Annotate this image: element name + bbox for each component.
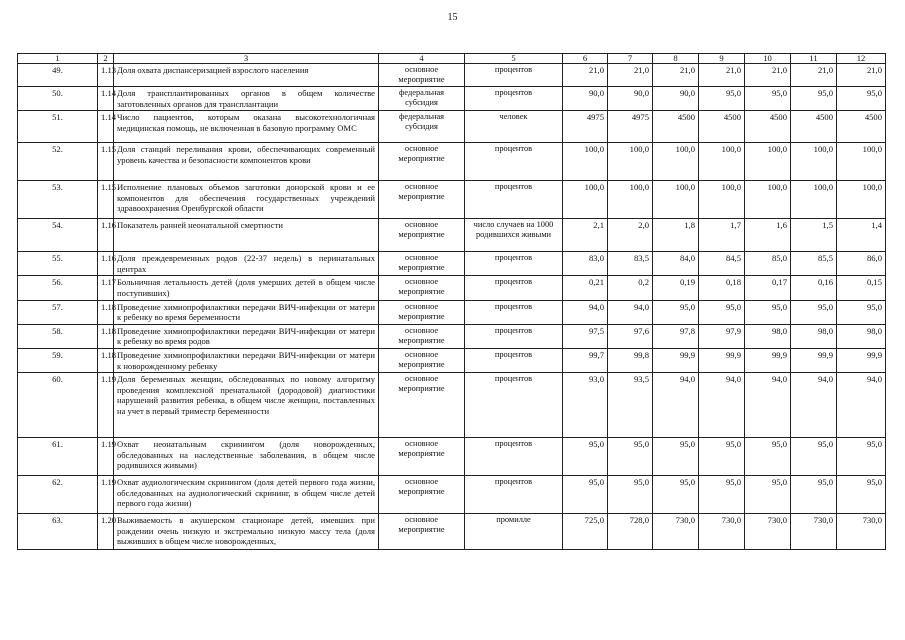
- row-number: 62.: [18, 476, 98, 514]
- column-header: 12: [837, 54, 886, 64]
- indicator-value: 94,0: [745, 373, 791, 438]
- indicator-value: 100,0: [608, 143, 653, 181]
- row-number: 59.: [18, 348, 98, 372]
- column-header: 11: [791, 54, 837, 64]
- table-row: [18, 219, 886, 252]
- indicator-value: 97,8: [653, 324, 699, 348]
- indicator-value: 94,0: [699, 373, 745, 438]
- indicator-value: 93,5: [608, 373, 653, 438]
- indicator-value: 95,0: [837, 87, 886, 111]
- indicator-value: 84,5: [699, 252, 745, 276]
- indicator-value: 1,8: [653, 219, 699, 252]
- row-number: 49.: [18, 64, 98, 87]
- column-header: 5: [465, 54, 563, 64]
- indicator-value: 94,0: [608, 300, 653, 324]
- table-row: [18, 143, 886, 181]
- indicator-value: 95,0: [699, 476, 745, 514]
- page-number: 15: [447, 12, 458, 23]
- indicator-code: 1.17: [98, 276, 114, 300]
- indicator-name: Исполнение плановых объемов заготовки донорской крови и ее компонентов для обеспечения государственных учреждений здравоохранения Оренбургской области: [114, 181, 379, 219]
- indicator-value: 95,0: [837, 438, 886, 476]
- indicator-value: 90,0: [608, 87, 653, 111]
- indicator-name: Проведение химиопрофилактики передачи ВИЧ-инфекции от матери к новорожденному ребенку: [114, 348, 379, 372]
- indicator-name: Доля беременных женщин, обследованных по новому алгоритму проведения комплексной пренатальной (дородовой) диагностики нарушений развития ребенка, в общем числе женщин, поставленных на учет в первый триместр беременности: [114, 373, 379, 438]
- indicator-value: 4500: [837, 111, 886, 143]
- indicator-name: Проведение химиопрофилактики передачи ВИЧ-инфекции от матери к ребенку во время родов: [114, 324, 379, 348]
- row-number: 57.: [18, 300, 98, 324]
- column-header: 9: [699, 54, 745, 64]
- funding-source: основное мероприятие: [379, 64, 465, 87]
- indicator-code: 1.13: [98, 64, 114, 87]
- indicator-code: 1.16: [98, 219, 114, 252]
- column-header: 6: [563, 54, 608, 64]
- indicator-name: Доля станций переливания крови, обеспечивающих современный уровень качества и безопасности компонентов крови: [114, 143, 379, 181]
- indicator-code: 1.19: [98, 476, 114, 514]
- indicator-value: 0,2: [608, 276, 653, 300]
- indicator-value: 95,0: [563, 438, 608, 476]
- row-number: 56.: [18, 276, 98, 300]
- indicator-value: 21,0: [791, 64, 837, 87]
- indicators-table: [17, 53, 886, 550]
- indicator-value: 730,0: [837, 514, 886, 550]
- indicator-value: 95,0: [653, 438, 699, 476]
- indicator-value: 86,0: [837, 252, 886, 276]
- funding-source: основное мероприятие: [379, 324, 465, 348]
- indicator-value: 2,1: [563, 219, 608, 252]
- indicator-value: 95,0: [791, 87, 837, 111]
- indicator-value: 95,0: [699, 87, 745, 111]
- indicator-value: 1,7: [699, 219, 745, 252]
- unit-of-measure: процентов: [465, 438, 563, 476]
- indicator-value: 1,6: [745, 219, 791, 252]
- indicator-value: 95,0: [745, 87, 791, 111]
- unit-of-measure: процентов: [465, 276, 563, 300]
- indicator-code: 1.15: [98, 181, 114, 219]
- unit-of-measure: процентов: [465, 300, 563, 324]
- indicator-value: 85,5: [791, 252, 837, 276]
- unit-of-measure: процентов: [465, 476, 563, 514]
- column-header: 3: [114, 54, 379, 64]
- indicator-value: 100,0: [791, 143, 837, 181]
- indicator-code: 1.18: [98, 300, 114, 324]
- table-row: [18, 181, 886, 219]
- indicator-name: Доля преждевременных родов (22-37 недель) в перинатальных центрах: [114, 252, 379, 276]
- indicator-value: 4500: [653, 111, 699, 143]
- indicator-value: 100,0: [563, 143, 608, 181]
- indicator-value: 97,5: [563, 324, 608, 348]
- row-number: 60.: [18, 373, 98, 438]
- indicator-value: 2,0: [608, 219, 653, 252]
- indicator-value: 94,0: [837, 373, 886, 438]
- row-number: 52.: [18, 143, 98, 181]
- indicator-value: 730,0: [791, 514, 837, 550]
- funding-source: основное мероприятие: [379, 373, 465, 438]
- indicator-value: 725,0: [563, 514, 608, 550]
- indicator-value: 21,0: [837, 64, 886, 87]
- table-row: [18, 373, 886, 438]
- indicator-value: 0,16: [791, 276, 837, 300]
- unit-of-measure: промилле: [465, 514, 563, 550]
- indicator-value: 730,0: [745, 514, 791, 550]
- indicator-code: 1.19: [98, 373, 114, 438]
- indicator-value: 93,0: [563, 373, 608, 438]
- indicator-code: 1.15: [98, 143, 114, 181]
- row-number: 63.: [18, 514, 98, 550]
- funding-source: основное мероприятие: [379, 276, 465, 300]
- indicator-name: Охват аудиологическим скринингом (доля детей первого года жизни, обследованных на аудиологический скрининг, в общем числе детей первого года жизни): [114, 476, 379, 514]
- indicator-value: 99,8: [608, 348, 653, 372]
- column-header: 8: [653, 54, 699, 64]
- indicator-value: 94,0: [653, 373, 699, 438]
- indicator-value: 0,21: [563, 276, 608, 300]
- funding-source: основное мероприятие: [379, 300, 465, 324]
- row-number: 58.: [18, 324, 98, 348]
- indicator-value: 100,0: [563, 181, 608, 219]
- indicator-value: 100,0: [837, 143, 886, 181]
- indicator-code: 1.20: [98, 514, 114, 550]
- indicator-value: 100,0: [653, 181, 699, 219]
- indicator-value: 99,9: [653, 348, 699, 372]
- indicator-code: 1.18: [98, 348, 114, 372]
- funding-source: основное мероприятие: [379, 181, 465, 219]
- indicator-value: 1,5: [791, 219, 837, 252]
- indicator-value: 95,0: [699, 438, 745, 476]
- indicator-value: 83,0: [563, 252, 608, 276]
- indicator-value: 100,0: [699, 181, 745, 219]
- table-row: [18, 252, 886, 276]
- indicator-value: 98,0: [791, 324, 837, 348]
- funding-source: основное мероприятие: [379, 476, 465, 514]
- indicator-value: 99,9: [699, 348, 745, 372]
- row-number: 55.: [18, 252, 98, 276]
- unit-of-measure: процентов: [465, 324, 563, 348]
- indicator-value: 84,0: [653, 252, 699, 276]
- indicator-value: 99,7: [563, 348, 608, 372]
- indicator-value: 95,0: [608, 476, 653, 514]
- row-number: 61.: [18, 438, 98, 476]
- indicator-value: 4500: [745, 111, 791, 143]
- unit-of-measure: процентов: [465, 373, 563, 438]
- indicator-value: 97,9: [699, 324, 745, 348]
- funding-source: федеральная субсидия: [379, 87, 465, 111]
- indicator-value: 0,18: [699, 276, 745, 300]
- unit-of-measure: число случаев на 1000 родившихся живыми: [465, 219, 563, 252]
- indicator-value: 95,0: [837, 476, 886, 514]
- table-row: [18, 64, 886, 87]
- table-row: [18, 276, 886, 300]
- indicator-value: 95,0: [653, 476, 699, 514]
- table-row: [18, 324, 886, 348]
- indicator-value: 21,0: [563, 64, 608, 87]
- table-row: [18, 87, 886, 111]
- indicator-value: 98,0: [745, 324, 791, 348]
- indicator-value: 90,0: [653, 87, 699, 111]
- indicator-name: Доля трансплантированных органов в общем количестве заготовленных органов для трансплантации: [114, 87, 379, 111]
- funding-source: основное мероприятие: [379, 438, 465, 476]
- indicator-name: Охват неонатальным скринингом (доля новорожденных, обследованных на наследственные заболевания, в общем числе родившихся живыми): [114, 438, 379, 476]
- indicator-value: 21,0: [653, 64, 699, 87]
- indicator-value: 100,0: [653, 143, 699, 181]
- indicator-value: 100,0: [745, 181, 791, 219]
- funding-source: основное мероприятие: [379, 219, 465, 252]
- indicator-code: 1.16: [98, 252, 114, 276]
- indicator-value: 21,0: [699, 64, 745, 87]
- indicator-value: 100,0: [699, 143, 745, 181]
- indicator-value: 90,0: [563, 87, 608, 111]
- unit-of-measure: человек: [465, 111, 563, 143]
- indicator-value: 98,0: [837, 324, 886, 348]
- column-header: 2: [98, 54, 114, 64]
- indicator-value: 21,0: [745, 64, 791, 87]
- indicator-name: Доля охвата диспансеризацией взрослого населения: [114, 64, 379, 87]
- unit-of-measure: процентов: [465, 181, 563, 219]
- indicator-value: 99,9: [745, 348, 791, 372]
- funding-source: федеральная субсидия: [379, 111, 465, 143]
- column-header: 7: [608, 54, 653, 64]
- indicator-value: 0,19: [653, 276, 699, 300]
- row-number: 54.: [18, 219, 98, 252]
- row-number: 50.: [18, 87, 98, 111]
- indicator-code: 1.19: [98, 438, 114, 476]
- indicator-value: 100,0: [608, 181, 653, 219]
- indicator-value: 730,0: [699, 514, 745, 550]
- indicator-value: 100,0: [791, 181, 837, 219]
- indicator-value: 97,6: [608, 324, 653, 348]
- indicator-value: 99,9: [791, 348, 837, 372]
- indicator-value: 0,17: [745, 276, 791, 300]
- indicator-name: Больничная летальность детей (доля умерших детей в общем числе поступивших): [114, 276, 379, 300]
- indicator-value: 100,0: [745, 143, 791, 181]
- column-header: 1: [18, 54, 98, 64]
- indicator-value: 95,0: [837, 300, 886, 324]
- indicator-value: 4500: [791, 111, 837, 143]
- indicator-value: 95,0: [699, 300, 745, 324]
- indicator-value: 4975: [563, 111, 608, 143]
- indicator-value: 100,0: [837, 181, 886, 219]
- indicator-value: 94,0: [791, 373, 837, 438]
- indicator-value: 1,4: [837, 219, 886, 252]
- table-row: [18, 348, 886, 372]
- unit-of-measure: процентов: [465, 348, 563, 372]
- funding-source: основное мероприятие: [379, 348, 465, 372]
- indicator-name: Выживаемость в акушерском стационаре детей, имевших при рождении очень низкую и экстремально низкую массу тела (доля выживших в общем числе новорожденных,: [114, 514, 379, 550]
- table-row: [18, 111, 886, 143]
- indicator-name: Показатель ранней неонатальной смертности: [114, 219, 379, 252]
- indicator-value: 95,0: [563, 476, 608, 514]
- indicator-code: 1.14: [98, 87, 114, 111]
- indicator-value: 4500: [699, 111, 745, 143]
- funding-source: основное мероприятие: [379, 143, 465, 181]
- indicator-name: Проведение химиопрофилактики передачи ВИЧ-инфекции от матери к ребенку во время беременности: [114, 300, 379, 324]
- column-header: 4: [379, 54, 465, 64]
- indicator-code: 1.14: [98, 111, 114, 143]
- indicator-value: 83,5: [608, 252, 653, 276]
- indicator-value: 95,0: [745, 300, 791, 324]
- table-row: [18, 476, 886, 514]
- indicator-value: 728,0: [608, 514, 653, 550]
- indicator-value: 95,0: [653, 300, 699, 324]
- funding-source: основное мероприятие: [379, 252, 465, 276]
- indicator-value: 0,15: [837, 276, 886, 300]
- indicator-value: 4975: [608, 111, 653, 143]
- table-row: [18, 438, 886, 476]
- indicator-value: 95,0: [745, 476, 791, 514]
- table-header-row: [18, 54, 886, 64]
- funding-source: основное мероприятие: [379, 514, 465, 550]
- indicator-value: 94,0: [563, 300, 608, 324]
- indicator-value: 21,0: [608, 64, 653, 87]
- table-row: [18, 514, 886, 550]
- indicator-name: Число пациентов, которым оказана высокотехнологичная медицинская помощь, не включенная в базовую программу ОМС: [114, 111, 379, 143]
- row-number: 53.: [18, 181, 98, 219]
- unit-of-measure: процентов: [465, 252, 563, 276]
- indicator-value: 95,0: [791, 438, 837, 476]
- indicator-value: 95,0: [608, 438, 653, 476]
- indicator-value: 95,0: [791, 476, 837, 514]
- unit-of-measure: процентов: [465, 64, 563, 87]
- indicator-value: 730,0: [653, 514, 699, 550]
- unit-of-measure: процентов: [465, 87, 563, 111]
- row-number: 51.: [18, 111, 98, 143]
- indicator-code: 1.18: [98, 324, 114, 348]
- unit-of-measure: процентов: [465, 143, 563, 181]
- indicator-value: 95,0: [745, 438, 791, 476]
- column-header: 10: [745, 54, 791, 64]
- indicator-value: 95,0: [791, 300, 837, 324]
- table-row: [18, 300, 886, 324]
- indicator-value: 85,0: [745, 252, 791, 276]
- indicator-value: 99,9: [837, 348, 886, 372]
